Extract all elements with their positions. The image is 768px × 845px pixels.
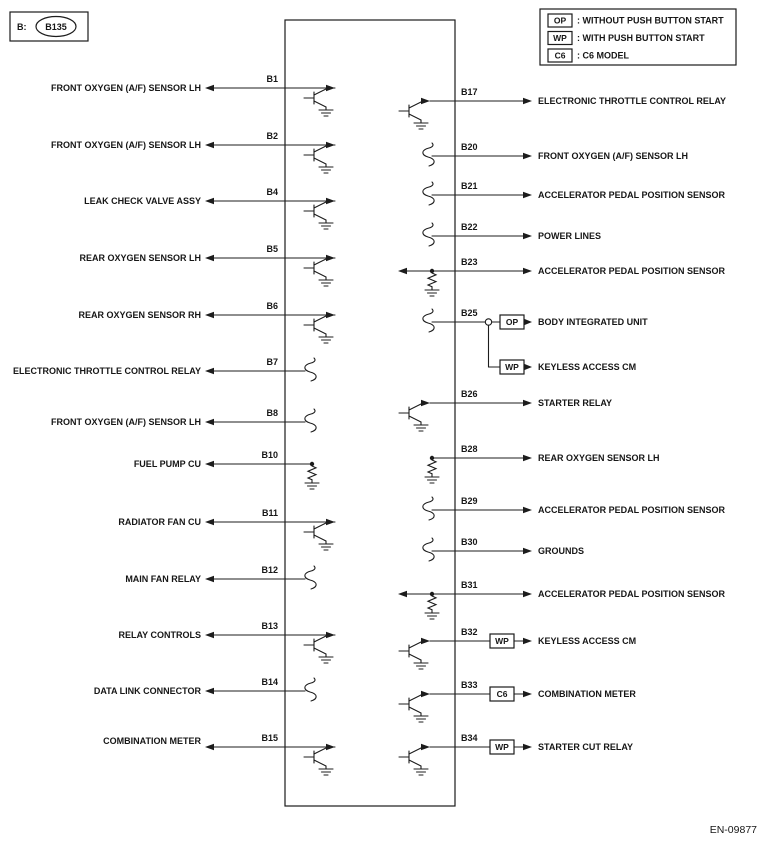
arrow-right-icon	[524, 364, 532, 370]
pin-row-right-b23	[398, 257, 726, 296]
arrow-right-icon	[523, 98, 532, 104]
pin-number: B20	[461, 142, 478, 152]
transistor-to-ground-icon	[304, 744, 335, 775]
pin-number: B25	[461, 308, 478, 318]
transistor-to-ground-icon	[304, 142, 335, 173]
legend-code: WP	[553, 33, 567, 44]
legend-item-c6	[548, 49, 630, 62]
arrow-right-icon	[523, 591, 532, 597]
pin-number: B15	[261, 733, 278, 743]
pin-label: ACCELERATOR PEDAL POSITION SENSOR	[538, 266, 726, 276]
pin-number: B29	[461, 496, 478, 506]
resistor-to-ground-icon	[425, 592, 439, 619]
transistor-to-ground-icon	[304, 255, 335, 286]
wp-tag: WP	[495, 636, 509, 646]
transistor-to-ground-icon	[304, 312, 335, 343]
arrow-right-icon	[523, 744, 532, 750]
pin-label: REAR OXYGEN SENSOR LH	[538, 453, 660, 463]
pin-number: B7	[266, 357, 278, 367]
pin-number: B21	[461, 181, 478, 191]
transistor-to-ground-icon	[399, 400, 430, 431]
coil-icon	[423, 497, 434, 520]
resistor-to-ground-icon	[305, 462, 319, 489]
coil-icon	[305, 358, 316, 381]
connector-number: B135	[45, 22, 67, 32]
pin-label: COMBINATION METER	[103, 736, 201, 746]
transistor-to-ground-icon	[399, 691, 430, 722]
pin-number: B31	[461, 580, 478, 590]
transistor-to-ground-icon	[399, 638, 430, 669]
pin-label: MAIN FAN RELAY	[125, 574, 201, 584]
pin-row-left-b15	[103, 733, 335, 775]
pin-label: BODY INTEGRATED UNIT	[538, 317, 648, 327]
pin-number: B14	[261, 677, 278, 687]
pin-label: ACCELERATOR PEDAL POSITION SENSOR	[538, 190, 726, 200]
pin-number: B17	[461, 87, 478, 97]
junction-circle	[485, 319, 491, 325]
coil-icon	[423, 538, 434, 561]
pin-row-right-b28	[425, 444, 660, 483]
pin-row-left-b8	[51, 408, 316, 432]
arrow-right-icon	[523, 691, 532, 697]
transistor-to-ground-icon	[304, 632, 335, 663]
pin-number: B11	[261, 508, 278, 518]
pin-label: KEYLESS ACCESS CM	[538, 362, 637, 372]
pin-number: B2	[266, 131, 278, 141]
resistor-to-ground-icon	[425, 456, 439, 483]
pin-number: B34	[461, 733, 478, 743]
pin-row-right-b25	[423, 308, 648, 374]
pin-row-right-b22	[423, 222, 601, 246]
pin-number: B30	[461, 537, 478, 547]
pin-row-left-b7	[13, 357, 316, 381]
legend-desc: : WITHOUT PUSH BUTTON START	[577, 15, 724, 26]
arrow-right-icon	[523, 638, 532, 644]
coil-icon	[305, 566, 316, 589]
pin-label: COMBINATION METER	[538, 689, 636, 699]
arrow-right-icon	[523, 192, 532, 198]
pin-number: B8	[266, 408, 278, 418]
connector-prefix: B:	[17, 22, 27, 32]
pin-row-left-b11	[118, 508, 335, 550]
pin-number: B28	[461, 444, 478, 454]
pin-row-right-b29	[423, 496, 726, 520]
pin-label: FRONT OXYGEN (A/F) SENSOR LH	[50, 140, 201, 150]
pin-branch-b25-wp	[489, 325, 637, 374]
pin-number: B32	[461, 627, 478, 637]
pin-number: B23	[461, 257, 478, 267]
doc-code: EN-09877	[709, 824, 757, 836]
arrow-right-icon	[523, 507, 532, 513]
resistor-to-ground-icon	[425, 269, 439, 296]
pin-row-right-b34	[399, 733, 633, 775]
legend-code: C6	[554, 50, 566, 61]
coil-icon	[423, 182, 434, 205]
pin-row-left-b6	[78, 301, 335, 343]
pin-label: STARTER CUT RELAY	[538, 742, 634, 752]
pin-label: RELAY CONTROLS	[118, 630, 201, 640]
pin-label: ACCELERATOR PEDAL POSITION SENSOR	[538, 505, 726, 515]
legend-desc: : WITH PUSH BUTTON START	[577, 33, 705, 44]
pin-label: KEYLESS ACCESS CM	[538, 636, 637, 646]
pin-row-right-b26	[399, 389, 612, 431]
pin-row-left-b1	[51, 74, 335, 116]
pin-label: RADIATOR FAN CU	[118, 517, 201, 527]
pin-label: FRONT OXYGEN (A/F) SENSOR LH	[538, 151, 689, 161]
pin-row-right-b31	[398, 580, 726, 619]
pin-label: LEAK CHECK VALVE ASSY	[84, 196, 201, 206]
pin-label: STARTER RELAY	[538, 398, 613, 408]
pin-label: GROUNDS	[538, 546, 585, 556]
pin-row-left-b2	[51, 131, 335, 173]
pin-number: B5	[266, 244, 278, 254]
pin-number: B13	[261, 621, 278, 631]
pin-number: B6	[266, 301, 278, 311]
c6-tag: C6	[496, 689, 508, 699]
pin-row-left-b14	[94, 677, 316, 701]
pin-row-left-b13	[118, 621, 335, 663]
pin-row-right-b30	[423, 537, 584, 561]
arrow-right-icon	[523, 455, 532, 461]
transistor-to-ground-icon	[399, 98, 430, 129]
coil-icon	[423, 309, 434, 332]
pin-label: FUEL PUMP CU	[133, 459, 201, 469]
coil-icon	[423, 223, 434, 246]
pin-number: B10	[261, 450, 278, 460]
pin-number: B33	[461, 680, 478, 690]
legend-item-wp	[548, 32, 705, 45]
transistor-to-ground-icon	[304, 85, 335, 116]
pin-row-right-b21	[423, 181, 726, 205]
pin-row-left-b4	[84, 187, 335, 229]
pin-label: FRONT OXYGEN (A/F) SENSOR LH	[50, 417, 201, 427]
pin-label: DATA LINK CONNECTOR	[93, 686, 201, 696]
legend-code: OP	[553, 15, 567, 26]
pin-label: ACCELERATOR PEDAL POSITION SENSOR	[538, 589, 726, 599]
transistor-to-ground-icon	[399, 744, 430, 775]
transistor-to-ground-icon	[304, 198, 335, 229]
pin-label: ELECTRONIC THROTTLE CONTROL RELAY	[538, 96, 727, 106]
pin-row-right-b17	[399, 87, 726, 129]
wp-tag: WP	[505, 362, 519, 372]
pin-number: B26	[461, 389, 478, 399]
coil-icon	[423, 143, 434, 166]
pin-row-left-b10	[134, 450, 319, 489]
legend	[540, 9, 736, 65]
arrow-right-icon	[523, 268, 532, 274]
pin-number: B12	[261, 565, 278, 575]
coil-icon	[305, 409, 316, 432]
pin-label: POWER LINES	[538, 231, 602, 241]
pin-row-right-b20	[423, 142, 688, 166]
pin-label: ELECTRONIC THROTTLE CONTROL RELAY	[12, 366, 201, 376]
arrow-right-icon	[523, 548, 532, 554]
pin-label: FRONT OXYGEN (A/F) SENSOR LH	[50, 83, 201, 93]
transistor-to-ground-icon	[304, 519, 335, 550]
arrow-right-icon	[523, 153, 532, 159]
pin-row-left-b12	[125, 565, 316, 589]
pin-row-left-b5	[79, 244, 335, 286]
pin-label: REAR OXYGEN SENSOR LH	[79, 253, 201, 263]
coil-icon	[305, 678, 316, 701]
pin-number: B1	[266, 74, 278, 84]
arrow-right-icon	[523, 400, 532, 406]
pin-number: B4	[266, 187, 278, 197]
legend-desc: : C6 MODEL	[577, 50, 630, 61]
wp-tag: WP	[495, 742, 509, 752]
connector-id	[10, 12, 88, 41]
arrow-right-icon	[523, 233, 532, 239]
pin-label: REAR OXYGEN SENSOR RH	[78, 310, 201, 320]
pin-row-right-b32	[399, 627, 636, 669]
pin-row-right-b33	[399, 680, 636, 722]
pin-number: B22	[461, 222, 478, 232]
ecm-connector-box	[285, 20, 455, 806]
legend-item-op	[548, 14, 724, 27]
arrow-right-icon	[524, 319, 532, 325]
op-tag: OP	[505, 317, 519, 327]
